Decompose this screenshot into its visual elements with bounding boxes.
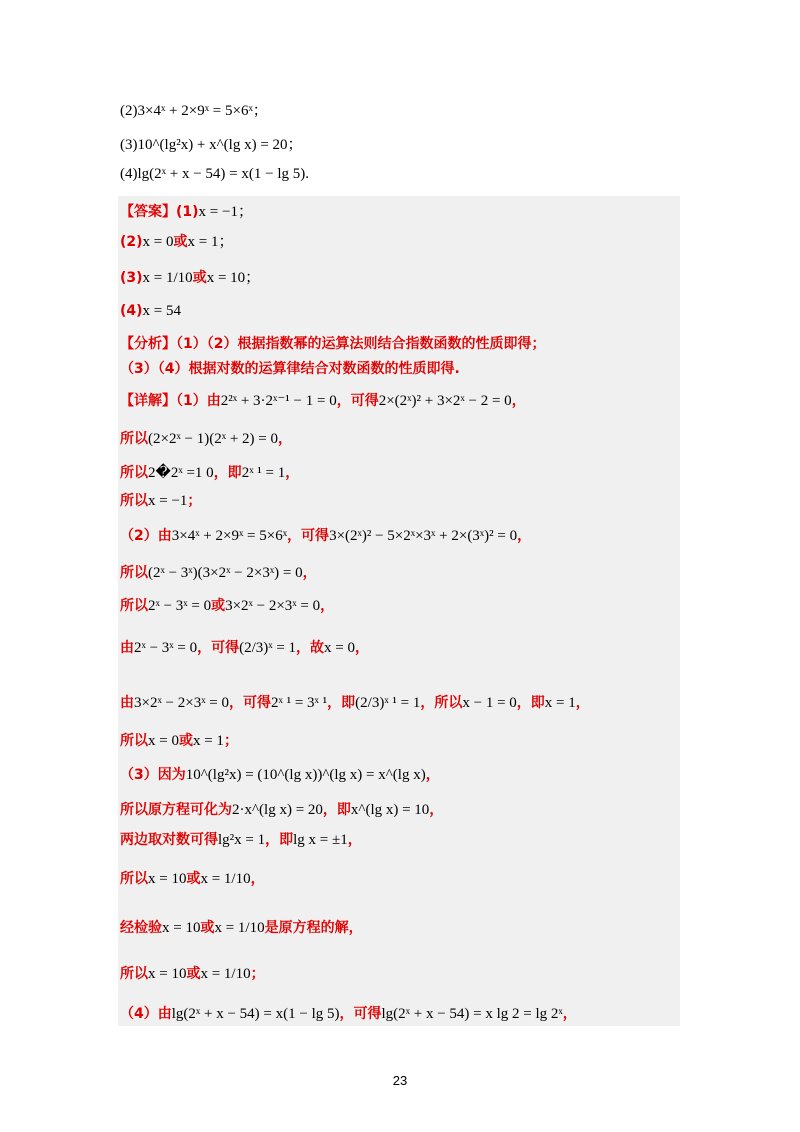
detail-formula: 2²ˣ + 3·2ˣ⁻¹ − 1 = 0 bbox=[220, 393, 337, 409]
detail-text: ； bbox=[250, 966, 265, 982]
detail-formula: x = 0 bbox=[324, 640, 356, 656]
detail-formula: (2/3)ˣ = 1 bbox=[239, 640, 297, 656]
detail-line-15 bbox=[120, 917, 363, 937]
detail-line-7 bbox=[120, 595, 334, 615]
detail-formula: 2×(2ˣ)² + 3×2ˣ − 2 = 0 bbox=[378, 393, 512, 409]
detail-formula: x = 1 bbox=[192, 733, 224, 749]
detail-line-12 bbox=[120, 799, 443, 819]
detail-text: ； bbox=[187, 493, 202, 509]
detail-formula: lg(2ˣ + x − 54) = x(1 − lg 5) bbox=[171, 1006, 340, 1022]
detail-text: 是原方程的解， bbox=[264, 920, 363, 936]
answer-line-4 bbox=[120, 303, 181, 320]
detail-formula: x = 1 bbox=[544, 695, 576, 711]
detail-text: ，即 bbox=[265, 832, 294, 848]
detail-label: 【详解】 bbox=[120, 393, 176, 409]
analysis-text-1: （1）（2）根据指数幂的运算法则结合指数函数的性质即得； bbox=[176, 336, 546, 352]
detail-text: ， bbox=[511, 393, 526, 409]
detail-formula: 3×(2ˣ)² − 5×2ˣ×3ˣ + 2×(3ˣ)² = 0 bbox=[329, 528, 518, 544]
detail-text: ，所以 bbox=[420, 695, 463, 711]
detail-formula: x = 1/10 bbox=[200, 871, 251, 887]
detail-line-6 bbox=[120, 562, 317, 582]
detail-text: 所以 bbox=[120, 598, 148, 614]
detail-text: 或 bbox=[186, 966, 201, 982]
detail-formula: x = 10 bbox=[148, 966, 187, 982]
detail-text: ，故 bbox=[296, 640, 325, 656]
detail-line-17 bbox=[120, 1003, 577, 1023]
answer-2-eq2: x = 1； bbox=[187, 234, 234, 250]
detail-text: ，可得 bbox=[339, 1006, 382, 1022]
analysis-line-1 bbox=[120, 333, 545, 353]
analysis-label: 【分析】 bbox=[120, 336, 176, 352]
detail-line-4 bbox=[120, 490, 201, 510]
detail-line-11 bbox=[120, 764, 440, 784]
detail-text: ， bbox=[278, 431, 292, 447]
detail-formula: (2ˣ − 3ˣ)(3×2ˣ − 2×3ˣ) = 0 bbox=[148, 565, 303, 581]
detail-text: 所以 bbox=[120, 565, 148, 581]
detail-text: 两边取对数可得 bbox=[120, 832, 218, 848]
detail-formula: x − 1 = 0 bbox=[462, 695, 517, 711]
detail-formula: 10^(lg²x) = (10^(lg x))^(lg x) = x^(lg x) bbox=[185, 767, 426, 783]
detail-text: 由 bbox=[120, 695, 134, 711]
detail-text: （3）因为 bbox=[120, 767, 186, 783]
detail-text: ， bbox=[429, 802, 444, 818]
detail-text: （4）由 bbox=[120, 1006, 172, 1022]
answer-3-or: 或 bbox=[192, 270, 207, 286]
detail-formula: (2×2ˣ − 1)(2ˣ + 2) = 0 bbox=[148, 431, 278, 447]
detail-text: ， bbox=[425, 767, 440, 783]
problem-2: (2)3×4ˣ + 2×9ˣ = 5×6ˣ； bbox=[120, 103, 268, 119]
detail-text: ，即 bbox=[213, 465, 242, 481]
detail-formula: lg(2ˣ + x − 54) = x lg 2 = lg 2ˣ bbox=[381, 1006, 563, 1022]
answer-2-eq1: x = 0 bbox=[142, 234, 174, 250]
detail-line-9 bbox=[120, 692, 590, 712]
analysis-line-2 bbox=[120, 358, 460, 378]
answer-4: x = 54 bbox=[142, 303, 182, 319]
answer-1-prefix: (1) bbox=[176, 204, 199, 220]
problem-3: (3)10^(lg²x) + x^(lg x) = 20； bbox=[120, 137, 303, 153]
detail-formula: 3×4ˣ + 2×9ˣ = 5×6ˣ bbox=[171, 528, 288, 544]
analysis-text-2: （3）（4）根据对数的运算律结合对数函数的性质即得. bbox=[120, 361, 460, 377]
detail-text: 或 bbox=[186, 871, 201, 887]
detail-text: 经检验 bbox=[120, 920, 162, 936]
detail-line-13 bbox=[120, 829, 362, 849]
detail-text: 所以 bbox=[120, 431, 148, 447]
problem-4: (4)lg(2ˣ + x − 54) = x(1 − lg 5). bbox=[120, 166, 309, 182]
detail-line-8 bbox=[120, 637, 369, 657]
page-number: 23 bbox=[392, 1073, 408, 1088]
detail-text: 所以 bbox=[120, 966, 148, 982]
detail-text: ， bbox=[285, 465, 300, 481]
detail-text: 或 bbox=[211, 598, 226, 614]
detail-text: 或 bbox=[178, 733, 193, 749]
detail-text: ，即 bbox=[516, 695, 545, 711]
detail-formula: 2ˣ − 3ˣ = 0 bbox=[148, 598, 212, 614]
detail-text: ， bbox=[562, 1006, 577, 1022]
detail-text: ， bbox=[250, 871, 265, 887]
detail-formula: x^(lg x) = 10 bbox=[350, 802, 430, 818]
detail-text: ，可得 bbox=[229, 695, 272, 711]
detail-text: 所以 bbox=[120, 733, 148, 749]
detail-text: （2）由 bbox=[120, 528, 172, 544]
detail-formula: x = 1/10 bbox=[214, 920, 265, 936]
detail-text: ， bbox=[355, 640, 370, 656]
answer-line-3 bbox=[120, 266, 260, 287]
detail-formula: 2�2ˣ =1 0 bbox=[148, 465, 214, 481]
detail-text: ， bbox=[347, 832, 362, 848]
detail-line-14 bbox=[120, 868, 265, 888]
detail-text: ， bbox=[302, 565, 317, 581]
answer-label: 【答案】 bbox=[120, 204, 176, 220]
detail-formula: 3×2ˣ − 2×3ˣ = 0 bbox=[134, 695, 230, 711]
detail-text: ， bbox=[517, 528, 532, 544]
answer-3-prefix: (3) bbox=[120, 270, 143, 286]
detail-formula: 2ˣ − 3ˣ = 0 bbox=[134, 640, 198, 656]
detail-formula: x = −1 bbox=[148, 493, 188, 509]
detail-formula: lg x = ±1 bbox=[293, 832, 348, 848]
detail-text: ，即 bbox=[327, 695, 356, 711]
detail-text: ， bbox=[320, 598, 335, 614]
answer-3-eq1: x = 1/10 bbox=[142, 270, 193, 286]
detail-line-3 bbox=[120, 462, 299, 482]
detail-formula: 2ˣ ¹ = 3ˣ ¹ bbox=[271, 695, 328, 711]
detail-formula: x = 10 bbox=[162, 920, 201, 936]
detail-formula: x = 1/10 bbox=[200, 966, 251, 982]
answer-3-eq2: x = 10； bbox=[206, 270, 261, 286]
detail-text: 所以 bbox=[120, 465, 148, 481]
detail-line-5 bbox=[120, 525, 531, 545]
detail-formula: (2/3)ˣ ¹ = 1 bbox=[355, 695, 421, 711]
detail-line-10 bbox=[120, 730, 238, 750]
detail-text: 由 bbox=[120, 640, 134, 656]
detail-text: 所以 bbox=[120, 871, 148, 887]
answer-4-prefix: (4) bbox=[120, 303, 143, 319]
detail-line-16 bbox=[120, 963, 265, 983]
detail-text: 所以 bbox=[120, 493, 148, 509]
detail-text: 或 bbox=[200, 920, 215, 936]
detail-line-1 bbox=[120, 390, 526, 410]
answer-2-prefix: (2) bbox=[120, 234, 143, 250]
answer-line-2 bbox=[120, 230, 233, 251]
detail-line-2 bbox=[120, 428, 292, 448]
detail-text: 所以原方程可化为 bbox=[120, 802, 232, 818]
detail-formula: 2·x^(lg x) = 20 bbox=[232, 802, 323, 818]
detail-text: ； bbox=[223, 733, 238, 749]
answer-1: x = −1； bbox=[198, 204, 253, 220]
detail-text: ，可得 bbox=[197, 640, 240, 656]
answer-2-or: 或 bbox=[173, 234, 188, 250]
detail-formula: x = 10 bbox=[148, 871, 187, 887]
detail-text: ，可得 bbox=[336, 393, 379, 409]
detail-formula: lg²x = 1 bbox=[218, 832, 266, 848]
detail-formula: 2ˣ ¹ = 1 bbox=[241, 465, 286, 481]
detail-text: ，可得 bbox=[287, 528, 330, 544]
detail-text: ， bbox=[575, 695, 590, 711]
detail-text: （1）由 bbox=[176, 393, 221, 409]
detail-text: ，即 bbox=[322, 802, 351, 818]
answer-line-1 bbox=[120, 200, 253, 221]
detail-formula: x = 0 bbox=[148, 733, 179, 749]
detail-formula: 3×2ˣ − 2×3ˣ = 0 bbox=[225, 598, 321, 614]
